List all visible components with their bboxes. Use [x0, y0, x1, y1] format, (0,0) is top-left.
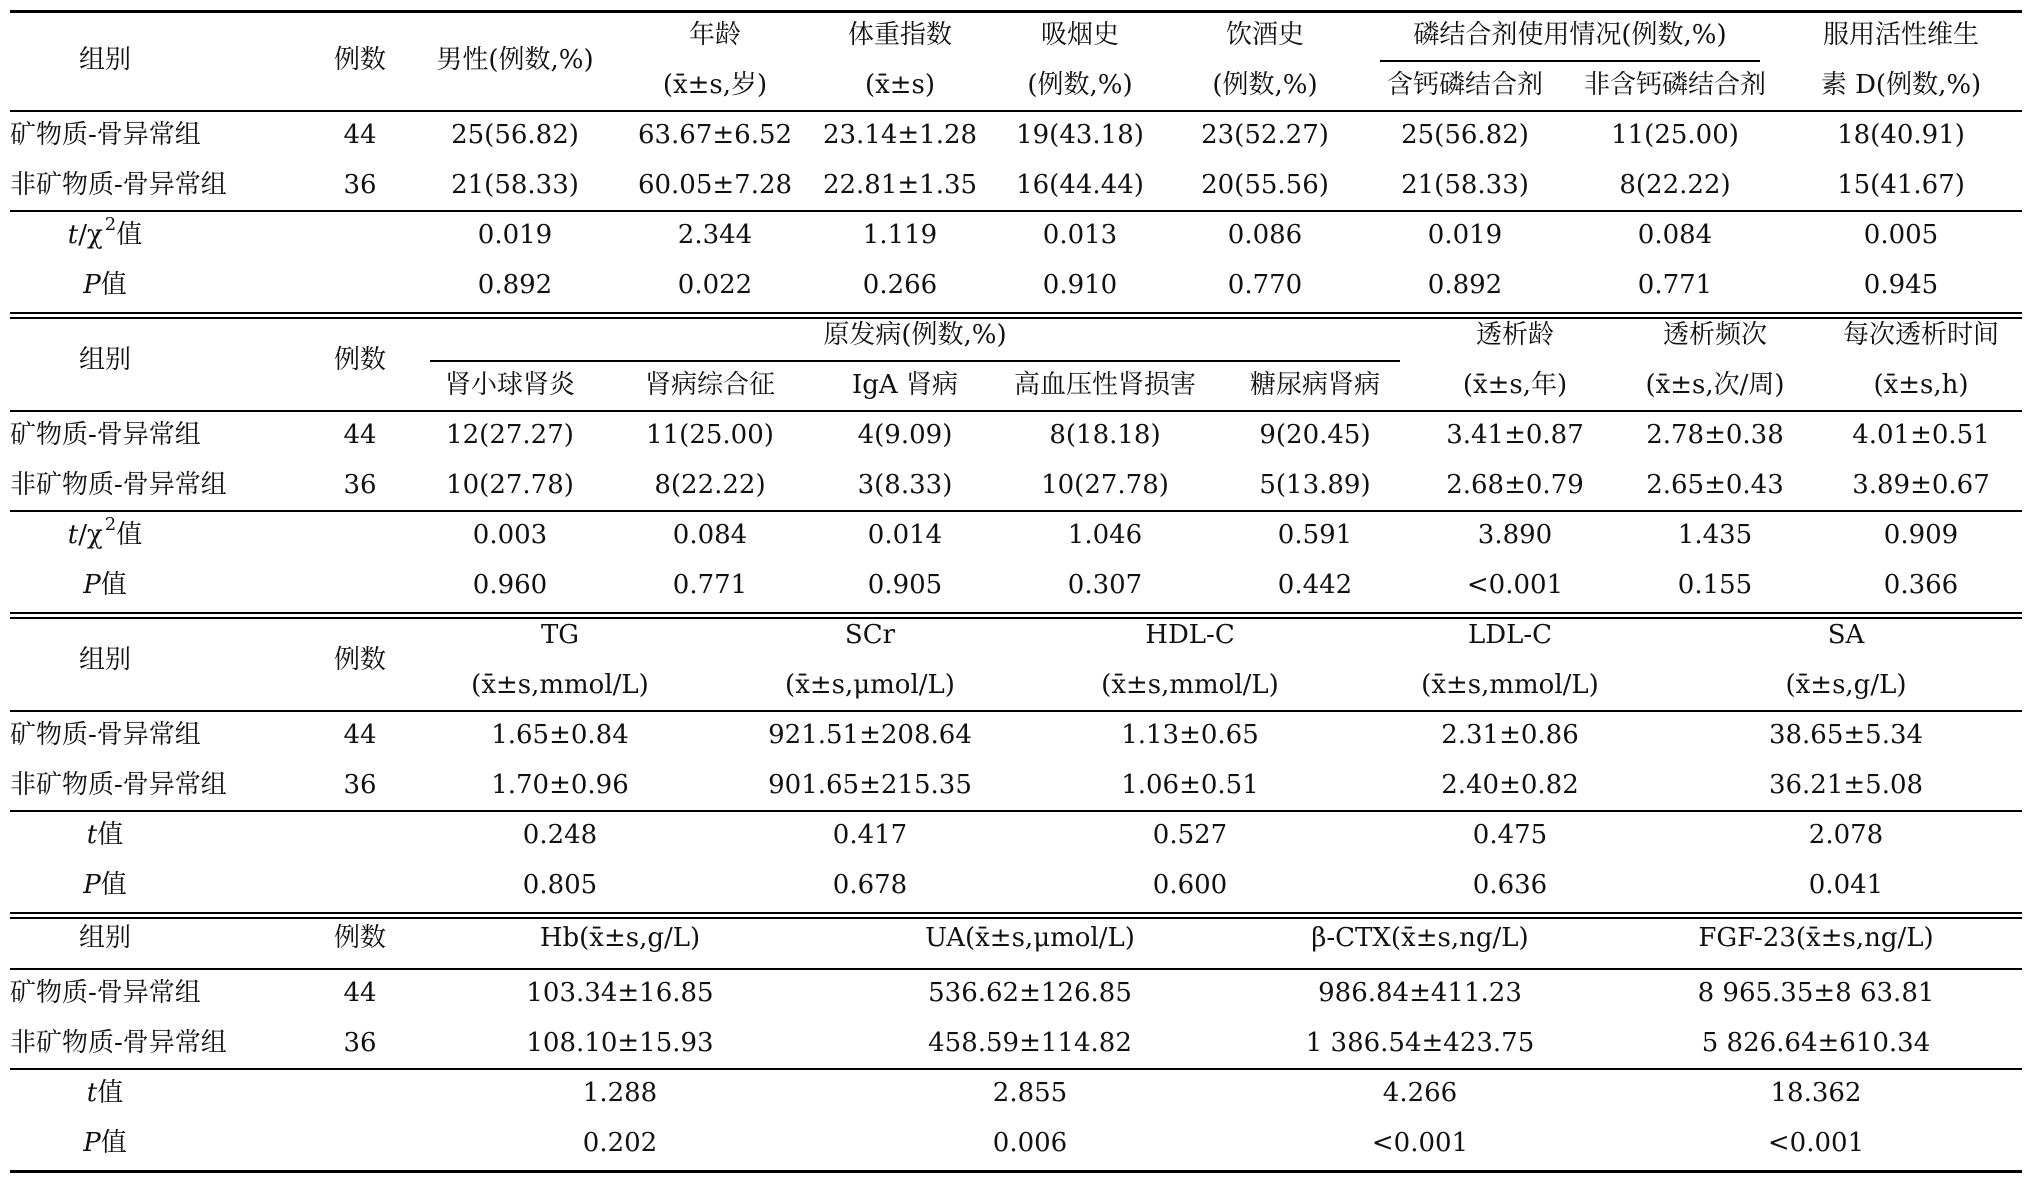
- stat-label: t /χ 2 值: [67, 514, 143, 550]
- table-cell: 2.40±0.82: [1441, 770, 1579, 800]
- col-header-unit: (x̄±s): [864, 70, 936, 100]
- row-group-name: 矿物质-骨异常组: [10, 420, 201, 450]
- header-count-cell: 例数: [333, 923, 386, 953]
- p-value: 0.771: [1637, 270, 1713, 300]
- col-header-unit: (x̄±s,mmol/L): [1101, 670, 1279, 700]
- col-header-unit: (例数,%): [1212, 70, 1318, 100]
- stat-value: 2.855: [992, 1078, 1068, 1108]
- p-value: 0.892: [477, 270, 553, 300]
- header-count-cell: 例数: [333, 45, 386, 75]
- stat-value: 2.078: [1808, 820, 1884, 850]
- table-cell: 10(27.78): [446, 470, 574, 500]
- table-cell: 8(22.22): [1619, 170, 1731, 200]
- stat-label: t 值: [86, 1078, 124, 1108]
- stat-value: 0.475: [1472, 820, 1548, 850]
- stat-value: 1.119: [862, 220, 938, 250]
- table-cell: 15(41.67): [1837, 170, 1965, 200]
- col-header-unit: (例数,%): [1027, 70, 1133, 100]
- table-cell: 18(40.91): [1837, 120, 1965, 150]
- col-header-label: 体重指数: [847, 20, 952, 50]
- row-count: 36: [343, 1028, 377, 1058]
- row-group-name: 矿物质-骨异常组: [10, 120, 201, 150]
- col-header-label: β-CTX(x̄±s,ng/L): [1311, 923, 1529, 953]
- stat-value: 0.013: [1042, 220, 1118, 250]
- p-value: 0.307: [1067, 570, 1143, 600]
- p-value: <0.001: [1767, 1128, 1865, 1158]
- col-header-label: 服用活性维生: [1822, 20, 1979, 50]
- table-cell: 23(52.27): [1201, 120, 1329, 150]
- header-group-cell: 组别: [78, 345, 131, 375]
- table-cell: 1 386.54±423.75: [1305, 1028, 1535, 1058]
- row-count: 44: [343, 420, 377, 450]
- stat-value: 0.086: [1227, 220, 1303, 250]
- table-cell: 21(58.33): [451, 170, 579, 200]
- table-cell: 1.65±0.84: [491, 720, 629, 750]
- stat-value: 0.084: [1637, 220, 1713, 250]
- table-cell: 11(25.00): [1611, 120, 1739, 150]
- row-count: 44: [343, 978, 377, 1008]
- p-value: 0.678: [832, 870, 908, 900]
- stat-label: t 值: [86, 820, 124, 850]
- data-table: [10, 10, 2022, 1174]
- stat-value: 4.266: [1382, 1078, 1458, 1108]
- table-cell: 3.41±0.87: [1446, 420, 1584, 450]
- row-group-name: 矿物质-骨异常组: [10, 978, 201, 1008]
- stat-value: 0.019: [1427, 220, 1503, 250]
- table-cell: 23.14±1.28: [822, 120, 978, 150]
- col-header-label: 每次透析时间: [1842, 320, 1999, 350]
- col-header-label: 透析龄: [1475, 320, 1554, 350]
- col-header-label: 透析频次: [1662, 320, 1767, 350]
- group-underline: [1380, 60, 1760, 62]
- col-header-label: LDL-C: [1467, 620, 1553, 650]
- p-value: <0.001: [1466, 570, 1564, 600]
- table-cell: 12(27.27): [446, 420, 574, 450]
- col-header-label: IgA 肾病: [852, 370, 958, 400]
- p-label: P 值: [83, 1128, 127, 1158]
- row-group-name: 非矿物质-骨异常组: [10, 170, 227, 200]
- table-cell: 8(22.22): [654, 470, 766, 500]
- table-cell: 9(20.45): [1259, 420, 1371, 450]
- row-group-name: 矿物质-骨异常组: [10, 720, 201, 750]
- stat-value: 1.435: [1677, 520, 1753, 550]
- p-value: 0.006: [992, 1128, 1068, 1158]
- p-value: 0.892: [1427, 270, 1503, 300]
- p-value: 0.041: [1808, 870, 1884, 900]
- col-header-label: UA(x̄±s,μmol/L): [925, 923, 1135, 953]
- col-header-label: 年龄: [688, 20, 741, 50]
- stat-value: 1.288: [582, 1078, 658, 1108]
- row-count: 44: [343, 720, 377, 750]
- table-cell: 63.67±6.52: [637, 120, 793, 150]
- table-cell: 1.06±0.51: [1121, 770, 1259, 800]
- col-header-label: 男性(例数,%): [436, 45, 594, 75]
- stat-value: 3.890: [1477, 520, 1553, 550]
- table-cell: 4(9.09): [857, 420, 953, 450]
- table-cell: 458.59±114.82: [928, 1028, 1132, 1058]
- p-value: 0.022: [677, 270, 753, 300]
- table-cell: 22.81±1.35: [822, 170, 978, 200]
- stat-value: 18.362: [1770, 1078, 1862, 1108]
- col-header-unit: (x̄±s,μmol/L): [785, 670, 955, 700]
- table-cell: 2.65±0.43: [1646, 470, 1784, 500]
- table-cell: 5 826.64±610.34: [1701, 1028, 1931, 1058]
- row-count: 36: [343, 470, 377, 500]
- p-label: P 值: [83, 570, 127, 600]
- col-header-unit: (x̄±s,次/周): [1645, 370, 1785, 400]
- col-header-unit: (x̄±s,年): [1462, 370, 1568, 400]
- stat-value: 0.003: [472, 520, 548, 550]
- header-count-cell: 例数: [333, 345, 386, 375]
- bottom-rule: [10, 1170, 2022, 1173]
- p-label: P 值: [83, 270, 127, 300]
- table-cell: 36.21±5.08: [1768, 770, 1924, 800]
- table-cell: 536.62±126.85: [928, 978, 1132, 1008]
- table-cell: 3(8.33): [857, 470, 953, 500]
- col-header-label: Hb(x̄±s,g/L): [539, 923, 701, 953]
- p-value: 0.442: [1277, 570, 1353, 600]
- p-value: 0.771: [672, 570, 748, 600]
- col-header-unit: (x̄±s,mmol/L): [1421, 670, 1599, 700]
- col-header-unit: (x̄±s,mmol/L): [471, 670, 649, 700]
- table-cell: 108.10±15.93: [526, 1028, 714, 1058]
- col-header-label: FGF-23(x̄±s,ng/L): [1698, 923, 1934, 953]
- col-header-label: TG: [540, 620, 580, 650]
- table-cell: 25(56.82): [1401, 120, 1529, 150]
- p-value: 0.155: [1677, 570, 1753, 600]
- table-cell: 901.65±215.35: [768, 770, 972, 800]
- table-cell: 921.51±208.64: [768, 720, 972, 750]
- p-value: 0.960: [472, 570, 548, 600]
- p-value: 0.945: [1863, 270, 1939, 300]
- p-value: 0.366: [1883, 570, 1959, 600]
- stat-label: t /χ 2 值: [67, 214, 143, 250]
- table-cell: 2.78±0.38: [1646, 420, 1784, 450]
- table-cell: 5(13.89): [1259, 470, 1371, 500]
- table-cell: 60.05±7.28: [637, 170, 793, 200]
- stat-value: 0.084: [672, 520, 748, 550]
- header-group-cell: 组别: [78, 645, 131, 675]
- table-cell: 20(55.56): [1201, 170, 1329, 200]
- stat-value: 0.591: [1277, 520, 1353, 550]
- table-cell: 2.68±0.79: [1446, 470, 1584, 500]
- table-cell: 4.01±0.51: [1852, 420, 1990, 450]
- stat-value: 0.527: [1152, 820, 1228, 850]
- col-group-header: 磷结合剂使用情况(例数,%): [1413, 20, 1727, 50]
- table-cell: 19(43.18): [1016, 120, 1144, 150]
- table-cell: 25(56.82): [451, 120, 579, 150]
- header-count-cell: 例数: [333, 645, 386, 675]
- stat-value: 0.019: [477, 220, 553, 250]
- p-value: 0.910: [1042, 270, 1118, 300]
- col-header-label: 肾病综合征: [644, 370, 775, 400]
- p-value: 0.266: [862, 270, 938, 300]
- col-header-label: SA: [1827, 620, 1865, 650]
- table-cell: 3.89±0.67: [1852, 470, 1990, 500]
- table-cell: 2.31±0.86: [1441, 720, 1579, 750]
- table-cell: 11(25.00): [646, 420, 774, 450]
- p-value: 0.202: [582, 1128, 658, 1158]
- stat-value: 0.014: [867, 520, 943, 550]
- header-group-cell: 组别: [78, 45, 131, 75]
- stat-value: 1.046: [1067, 520, 1143, 550]
- row-group-name: 非矿物质-骨异常组: [10, 470, 227, 500]
- col-header-label: 非含钙磷结合剂: [1583, 70, 1766, 100]
- p-value: 0.600: [1152, 870, 1228, 900]
- col-header-unit: 素 D(例数,%): [1820, 70, 1982, 100]
- col-header-unit: (x̄±s,g/L): [1785, 670, 1907, 700]
- col-header-unit: (x̄±s,岁): [662, 70, 768, 100]
- p-value: 0.805: [522, 870, 598, 900]
- table-cell: 1.13±0.65: [1121, 720, 1259, 750]
- col-header-label: 饮酒史: [1225, 20, 1304, 50]
- col-header-unit: (x̄±s,h): [1873, 370, 1969, 400]
- p-value: 0.770: [1227, 270, 1303, 300]
- p-label: P 值: [83, 870, 127, 900]
- row-group-name: 非矿物质-骨异常组: [10, 770, 227, 800]
- col-header-label: 肾小球肾炎: [444, 370, 575, 400]
- row-count: 44: [343, 120, 377, 150]
- col-header-label: 吸烟史: [1040, 20, 1119, 50]
- table-cell: 8(18.18): [1049, 420, 1161, 450]
- col-group-header: 原发病(例数,%): [823, 320, 1007, 350]
- table-cell: 38.65±5.34: [1768, 720, 1924, 750]
- row-count: 36: [343, 770, 377, 800]
- stat-value: 2.344: [677, 220, 753, 250]
- table-cell: 16(44.44): [1016, 170, 1144, 200]
- p-value: <0.001: [1371, 1128, 1469, 1158]
- p-value: 0.905: [867, 570, 943, 600]
- col-header-label: HDL-C: [1145, 620, 1235, 650]
- table-cell: 986.84±411.23: [1318, 978, 1522, 1008]
- table-cell: 103.34±16.85: [526, 978, 714, 1008]
- stat-value: 0.005: [1863, 220, 1939, 250]
- row-count: 36: [343, 170, 377, 200]
- col-header-label: 糖尿病肾病: [1249, 370, 1380, 400]
- row-group-name: 非矿物质-骨异常组: [10, 1028, 227, 1058]
- col-header-label: SCr: [844, 620, 896, 650]
- col-header-label: 高血压性肾损害: [1013, 370, 1196, 400]
- table-cell: 21(58.33): [1401, 170, 1529, 200]
- stat-value: 0.909: [1883, 520, 1959, 550]
- table-cell: 8 965.35±8 63.81: [1697, 978, 1935, 1008]
- table-cell: 1.70±0.96: [491, 770, 629, 800]
- stat-value: 0.417: [832, 820, 908, 850]
- header-group-cell: 组别: [78, 923, 131, 953]
- p-value: 0.636: [1472, 870, 1548, 900]
- stat-value: 0.248: [522, 820, 598, 850]
- col-header-label: 含钙磷结合剂: [1386, 70, 1543, 100]
- table-cell: 10(27.78): [1041, 470, 1169, 500]
